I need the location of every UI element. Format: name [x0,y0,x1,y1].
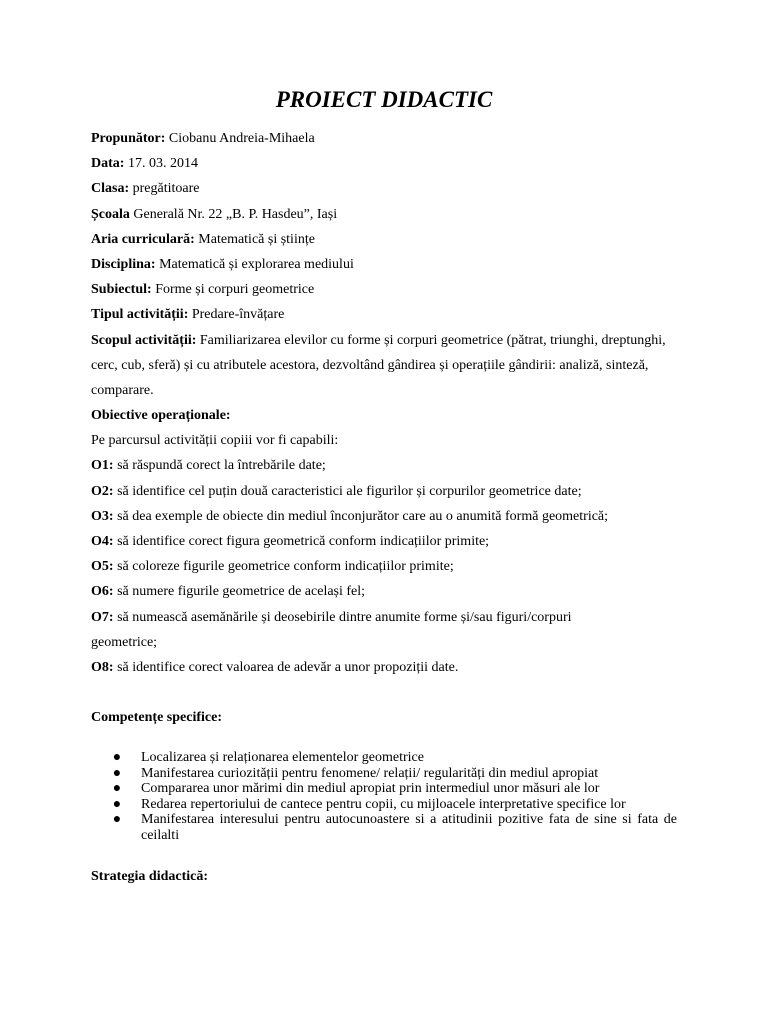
meta-label: Propunător: [91,131,166,146]
objective-text: să dea exemple de obiecte din mediul înconjurător care au o anumită formă geometrică; [113,508,609,524]
meta-value: Forme și corpuri geometrice [151,282,315,298]
list-item [91,750,677,766]
objective-item [91,554,681,579]
competencies-list [91,750,677,844]
meta-value: Matematică și explorarea mediului [155,256,354,272]
objective-item [91,479,681,504]
objectives-heading: Obiective operaționale: [91,408,231,423]
meta-label: Data: [91,156,125,172]
bullet-icon: ● [112,765,122,781]
bullet-icon: ● [112,796,122,812]
objectives-section [91,403,681,680]
competency-text: Manifestarea curiozității pentru fenomene/ relații/ regularități din mediul apropiat [141,765,599,781]
scope-text: Familiarizarea elevilor cu forme și corpuri geometrice (pătrat, triunghi, dreptunghi, cerc, cub, sferă) și cu atributele acestora, dezvoltând gândirea și operațiile gândirii: analiză, sinteză, comparare. [91,332,666,398]
meta-row-activity-type [91,302,691,327]
objective-item [91,605,631,655]
scope-label: Scopul activității: [91,332,197,348]
objectives-intro: Pe parcursul activității copiii vor fi capabili: [91,433,339,449]
objective-text: să identifice corect figura geometrică conform indicațiilor primite; [113,534,490,550]
meta-row-subject [91,277,691,302]
meta-label: Disciplina: [91,256,156,272]
meta-row-school [91,202,691,227]
objective-item [91,529,681,554]
objective-item [91,655,681,680]
objective-code: O3: [91,508,114,524]
competencies-heading: Competențe specifice: [91,710,223,725]
list-item [91,812,677,843]
meta-value: Predare-învățare [188,307,285,323]
objective-code: O4: [91,534,114,550]
document-title: PROIECT DIDACTIC [275,87,493,112]
bullet-icon: ● [112,781,122,797]
meta-row-date [91,151,691,176]
meta-label: Clasa: [91,181,130,197]
competency-text: Compararea unor mărimi din mediul apropiat prin intermediul unor măsuri ale lor [141,781,600,797]
objective-code: O7: [91,609,114,625]
meta-row-curricular-area [91,227,691,252]
meta-value: 17. 03. 2014 [124,156,198,172]
objective-code: O1: [91,458,114,474]
objective-text: să identifice cel puțin două caracteristici ale figurilor și corpurilor geometrice date; [113,483,582,499]
meta-row-class [91,176,691,201]
scope-paragraph [91,328,681,404]
competency-text: Localizarea și relaționarea elementelor geometrice [141,750,424,765]
strategy-heading: Strategia didactică: [91,869,209,884]
objective-code: O6: [91,584,114,600]
objective-text: să identifice corect valoarea de adevăr a unor propoziții date. [113,660,459,676]
meta-label: Aria curriculară: [91,231,195,247]
list-item [91,781,677,797]
meta-value: pregătitoare [129,181,200,197]
objective-item [91,504,681,529]
objective-item [91,579,681,604]
objective-item [91,453,681,478]
list-item [91,797,677,813]
list-item [91,766,677,782]
bullet-icon: ● [112,750,122,765]
objective-code: O8: [91,660,114,676]
competency-text: Manifestarea interesului pentru autocunoastere si a atitudinii pozitive fata de sine si fata de ceilalti [141,812,677,843]
meta-row-proposer [91,126,691,151]
objective-text: să răspundă corect la întrebările date; [113,458,326,474]
objective-text: să numere figurile geometrice de același fel; [113,584,366,600]
bullet-icon: ● [112,812,122,828]
meta-label: Subiectul: [91,282,152,298]
metadata-block [91,126,691,328]
meta-value: Generală Nr. 22 „B. P. Hasdeu”, Iași [129,206,338,222]
objective-code: O5: [91,559,114,575]
meta-value: Ciobanu Andreia-Mihaela [165,131,315,146]
meta-label: Școala [91,206,130,222]
objective-text: să coloreze figurile geometrice conform indicațiilor primite; [113,559,454,575]
meta-value: Matematică și științe [194,231,315,247]
meta-label: Tipul activității: [91,307,189,323]
meta-row-discipline [91,252,691,277]
objective-code: O2: [91,483,114,499]
objective-text: să numească asemănările și deosebirile dintre anumite forme și/sau figuri/corpuri geometrice; [91,609,572,650]
competency-text: Redarea repertoriului de cantece pentru copii, cu mijloacele interpretative specifice lor [141,796,626,812]
